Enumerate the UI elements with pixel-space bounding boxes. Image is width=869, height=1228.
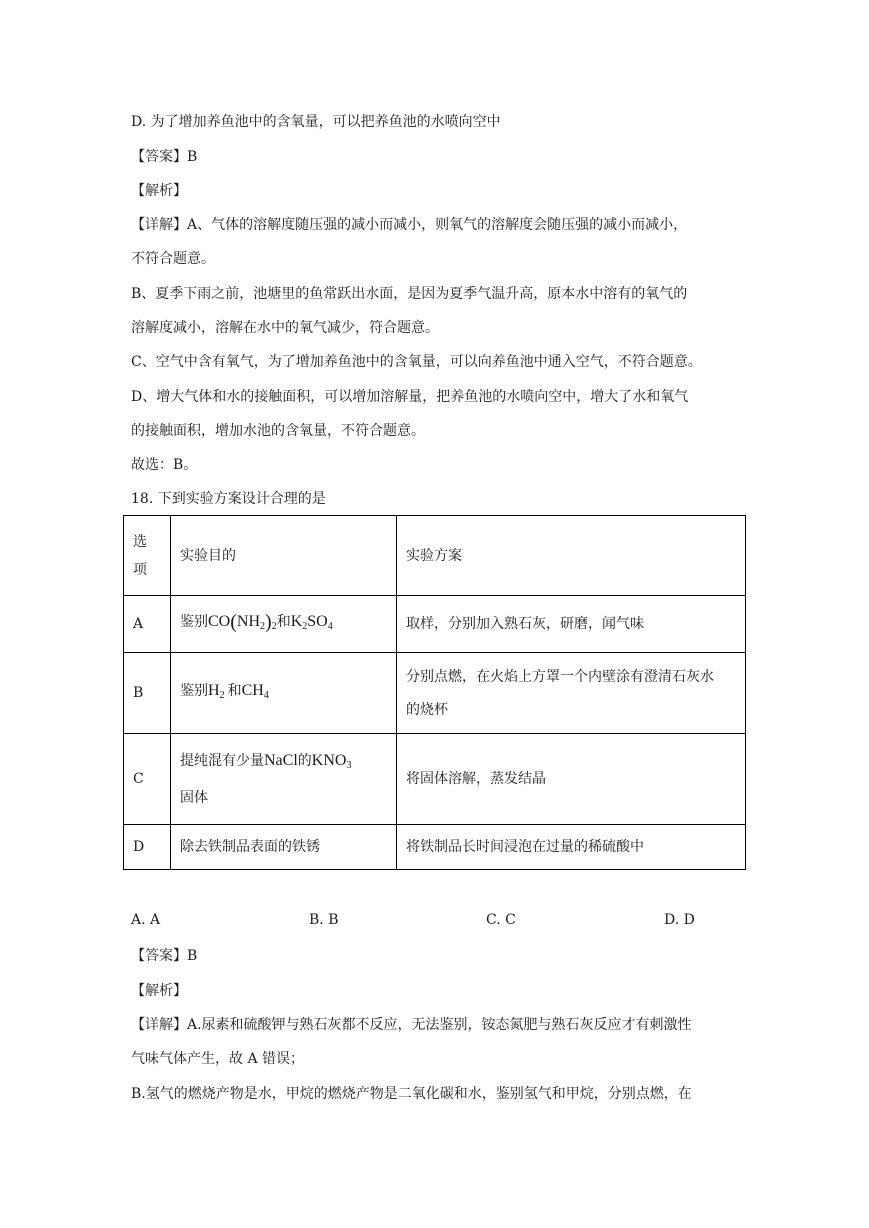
table-row (124, 596, 746, 653)
methane-formula (242, 682, 269, 699)
detail-line-7: 的接触面积，增加水池的含氧量，不符合题意。 (131, 423, 425, 439)
table-header-row (124, 516, 746, 596)
formula-subscript: 4 (327, 620, 333, 632)
formula-part: H (208, 681, 220, 699)
formula-part: CO (208, 612, 231, 630)
analysis-label: 【解析】 (131, 183, 187, 199)
row-c-goal-line-1 (180, 751, 396, 776)
row-a-goal-prefix: 鉴别 (180, 613, 208, 630)
option-d-text: D. 为了增加养鱼池中的含氧量，可以把养鱼池的水喷向空中 (131, 114, 501, 130)
conjunction: 和 (276, 613, 291, 630)
row-a-option: A (124, 596, 171, 653)
potassium-sulfate-formula (291, 613, 333, 630)
table-row (124, 734, 746, 825)
detail-line-5: C、空气中含有氧气，为了增加养鱼池中的含氧量，可以向养鱼池中通入空气，不符合题意。 (131, 354, 702, 370)
detail2-line-2: 气味气体产生，故 A 错误； (131, 1051, 305, 1067)
analysis-label-2: 【解析】 (131, 983, 187, 999)
row-c-goal-line-2: 固体 (180, 789, 208, 806)
formula-paren-left: ( (230, 610, 237, 633)
formula-subscript: 2 (302, 620, 308, 632)
option-a: A. A (131, 912, 161, 928)
header-option (124, 516, 171, 596)
row-a-plan: 取样，分别加入熟石灰，研磨，闻气味 (397, 596, 746, 653)
row-c-goal (171, 734, 397, 825)
answer-label: 【答案】B (131, 149, 198, 165)
table-row (124, 825, 746, 870)
row-d-plan: 将铁制品长时间浸泡在过量的稀硫酸中 (397, 825, 746, 870)
row-b-plan-line-1: 分别点燃，在火焰上方罩一个内壁涂有澄清石灰水 (406, 668, 714, 685)
row-a-goal (171, 596, 397, 653)
formula-part: NH (236, 612, 261, 630)
detail-line-4: 溶解度减小，溶解在水中的氧气减少，符合题意。 (131, 320, 439, 336)
formula-subscript: 2 (271, 620, 277, 632)
row-c-goal-prefix: 提纯混有少量 (180, 752, 264, 769)
header-plan: 实验方案 (397, 516, 746, 596)
row-b-option: B (124, 653, 171, 734)
row-d-goal: 除去铁制品表面的铁锈 (171, 825, 397, 870)
conclusion-text: 故选：B。 (131, 457, 198, 473)
detail-line-3: B、夏季下雨之前，池塘里的鱼常跃出水面，是因为夏季气温升高，原本水中溶有的氧气的 (131, 286, 688, 302)
header-option-char-1: 选 (133, 533, 147, 550)
formula-part: SO (307, 612, 328, 630)
formula-subscript: 2 (260, 620, 266, 632)
row-b-plan (397, 653, 746, 734)
question-18-stem: 18. 下到实验方案设计合理的是 (131, 491, 326, 507)
detail-line-2: 不符合题意。 (131, 251, 215, 267)
formula-part: KNO (311, 751, 347, 769)
row-c-plan: 将固体溶解，蒸发结晶 (397, 734, 746, 825)
row-c-option: C (124, 734, 171, 825)
formula-part: K (290, 612, 303, 630)
formula-subscript: 2 (219, 689, 225, 701)
answer-label-2: 【答案】B (131, 948, 198, 964)
detail-line-6: D、增大气体和水的接触面积，可以增加溶解量，把养鱼池的水喷向空中，增大了水和氧气 (131, 389, 689, 405)
detail2-line-3: B.氢气的燃烧产物是水，甲烷的燃烧产物是二氧化碳和水，鉴别氢气和甲烷，分别点燃，在 (131, 1086, 692, 1102)
header-goal: 实验目的 (171, 516, 397, 596)
option-d: D. D (664, 912, 695, 928)
detail2-line-1: 【详解】A.尿素和硫酸钾与熟石灰都不反应，无法鉴别，铵态氮肥与熟石灰反应才有刺激性 (131, 1017, 692, 1033)
row-b-goal-prefix: 鉴别 (180, 682, 208, 699)
hydrogen-formula (208, 682, 225, 699)
option-b: B. B (309, 912, 339, 928)
table-row (124, 653, 746, 734)
sodium-chloride-formula: NaCl (264, 751, 298, 769)
row-c-goal-mid: 的 (297, 752, 312, 769)
potassium-nitrate-formula (312, 752, 352, 769)
conjunction: 和 (227, 682, 242, 699)
formula-paren-right: ) (265, 610, 272, 633)
experiment-table (123, 515, 746, 870)
detail-line-1: 【详解】A、气体的溶解度随压强的减小而减小，则氧气的溶解度会随压强的减小而减小， (131, 217, 688, 233)
formula-subscript: 4 (263, 689, 269, 701)
urea-formula (208, 610, 277, 633)
row-b-plan-line-2: 的烧杯 (406, 701, 448, 718)
option-c: C. C (486, 912, 516, 928)
row-d-option: D (124, 825, 171, 870)
formula-subscript: 3 (346, 759, 352, 771)
formula-part: CH (241, 681, 264, 699)
header-option-char-2: 项 (133, 561, 147, 578)
row-b-goal (171, 653, 397, 734)
